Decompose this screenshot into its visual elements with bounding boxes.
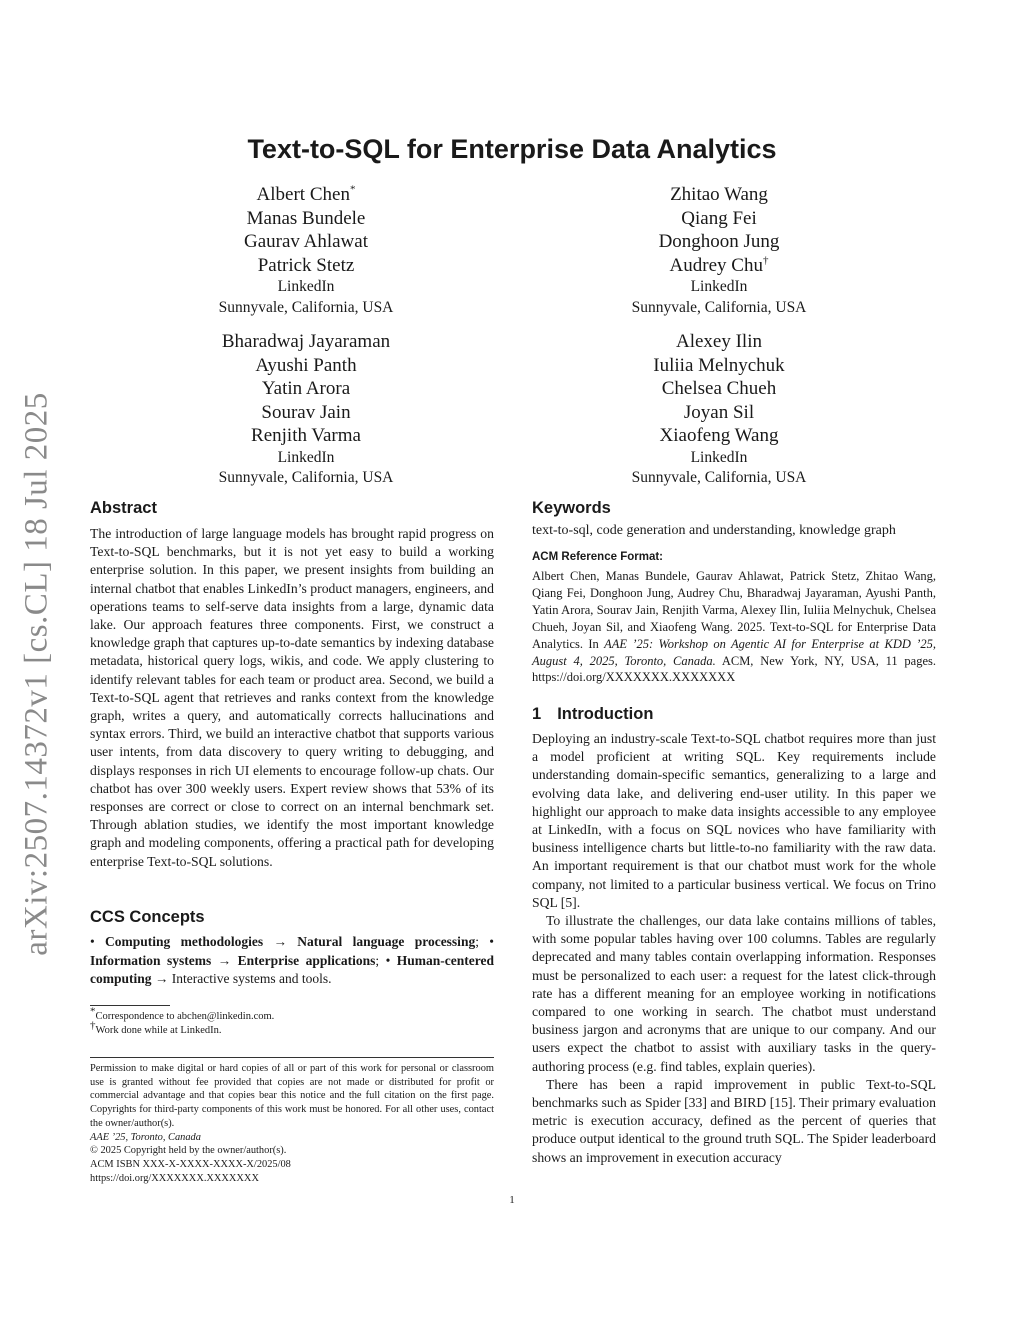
introduction-heading — [532, 705, 653, 724]
ccs-category: Computing methodologies — [105, 934, 264, 949]
isbn-line: ACM ISBN XXX-X-XXXX-XXXX-X/2025/08 — [90, 1158, 291, 1170]
copyright-block — [90, 1062, 494, 1185]
arxiv-identifier: arXiv:2507.14372v1 [cs.CL] 18 Jul 2025 — [18, 392, 55, 956]
author-location: Sunnyvale, California, USA — [218, 298, 394, 316]
venue-line: AAE ’25, Toronto, Canada — [90, 1131, 201, 1143]
author-name: Donghoon Jung — [658, 231, 780, 252]
ccs-heading: CCS Concepts — [90, 908, 205, 926]
author-name: Manas Bundele — [246, 207, 366, 229]
author-name: Sourav Jain — [261, 401, 351, 423]
footnotes — [90, 1005, 494, 1038]
author-block-3 — [156, 330, 456, 489]
author-name: Renjith Varma — [251, 425, 361, 446]
author-name: Yatin Arora — [261, 378, 351, 399]
abstract-heading: Abstract — [90, 499, 157, 517]
page-number: 1 — [509, 1194, 515, 1206]
author-name: Iuliia Melnychuk — [653, 354, 785, 376]
abstract-text — [90, 525, 494, 871]
copyright-divider — [90, 1057, 494, 1058]
doi-link[interactable]: https://doi.org/XXXXXXX.XXXXXXX — [90, 1172, 259, 1184]
paper-title: Text-to-SQL for Enterprise Data Analytics — [247, 134, 777, 164]
paragraph: Deploying an industry-scale Text-to-SQL chatbot requires more than just a model proficient at writing SQL. Key requirements include understanding domain-specific semantics, generalizing to a large and evolving data lake, and delivering end-user utility. In this paper we highlight our approach to make data insights accessible to any employee at LinkedIn, with a focus on SQL novices who have familiarity with business intelligence charts but little-to-no familiarity with the raw data. An important requirement is that our chatbot must work for the whole company, not limited to a particular business vertical. We focus on Trino SQL [5]. — [532, 731, 936, 910]
ccs-bullet: • — [489, 934, 495, 949]
ccs-arrow: → — [154, 971, 169, 986]
footnote: *Correspondence to abchen@linkedin.com. — [90, 1005, 275, 1022]
author-name: Patrick Stetz — [257, 254, 355, 276]
acm-reference-heading: ACM Reference Format: — [532, 551, 663, 563]
footnote-divider — [90, 1005, 170, 1006]
acm-reference-text: Albert Chen, Manas Bundele, Gaurav Ahlawat, Patrick Stetz, Zhitao Wang, Qiang Fei, Donghoon Jung, Audrey Chu, Bharadwaj Jayaraman, Ayushi Panth, Yatin Arora, Sourav Jain, Renjith Varma, Alexey Ilin, Iuliia Melnychuk, Chelsea Chueh, Joyan Sil, and Xiaofeng Wang. 2025. Text-to-SQL for Enterprise Data Analytics. In AAE ’25: Workshop on Agentic AI for Enterprise at KDD ’25, August 4, 2025, Toronto, Canada. ACM, New York, NY, USA, 11 pages. https://doi.org/XXXXXXX.XXXXXXX — [532, 569, 936, 685]
ccs-arrow: → — [217, 952, 232, 968]
paragraph: To illustrate the challenges, our data lake contains millions of tables, with some popular tables having over 100 columns. Tables are regularly deprecated and many tables contain overlapping information. Responses must be personalized to each user: a request for the latest click-through rate has a different meaning for an employee working in notifications compared to one working in search. The chatbot must understand business jargon and acronyms that are unique to our company. And our users expect the chatbot to assist with auxiliary tasks in the query-authoring process (e.g. find tables, explain queries). — [532, 913, 936, 1074]
ccs-concept: Interactive systems and tools — [171, 971, 329, 986]
author-name: Gaurav Ahlawat — [244, 231, 368, 252]
author-name: Xiaofeng Wang — [659, 425, 779, 446]
author-name: Bharadwaj Jayaraman — [221, 331, 391, 352]
author-name: Audrey Chu† — [669, 254, 769, 276]
keywords-heading: Keywords — [532, 499, 611, 517]
paragraph: There has been a rapid improvement in public Text-to-SQL benchmarks such as Spider [33] and BIRD [15]. Their primary evaluation metric is execution accuracy, defined as the percent of queries that produce output identical to the ground truth SQL. The Spider leaderboard shows an improvement in execution accuracy — [532, 1076, 936, 1165]
footnote: †Work done while at LinkedIn. — [90, 1019, 222, 1036]
author-organization: LinkedIn — [277, 448, 335, 466]
author-organization: LinkedIn — [690, 278, 748, 295]
author-name: Ayushi Panth — [255, 354, 357, 376]
abstract-paragraph: The introduction of large language models has brought rapid progress on Text-to-SQL benchmarks, but it is not yet easy to build a working enterprise solution. In this paper, we present insights from building an internal chatbot that enables LinkedIn’s product managers, engineers, and operations teams to self-serve data insights from a large, dynamic data lake. Our approach features three components. First, we construct a knowledge graph that captures up-to-date semantics by indexing database metadata, historical query logs, wikis, and code. We apply clustering to identify relevant tables for each team or product area. Second, we build a Text-to-SQL agent that retrieves and ranks context from the knowledge graph, writes a query, and automatically corrects hallucinations and syntax errors. Third, we build an interactive chatbot that supports various user intents, from data discovery to query writing to debugging, and displays responses in rich UI elements to encourage follow-up chats. Our chatbot has over 300 weekly users. Expert review shows that 53% of its responses are correct or close to correct on an internal benchmark set. Through ablation studies, we identify the most important knowledge graph and modeling components, offering a practical path for developing enterprise Text-to-SQL solutions. — [90, 526, 494, 869]
arxiv-sidebar — [4, 384, 70, 964]
author-location: Sunnyvale, California, USA — [631, 298, 807, 316]
author-name: Albert Chen* — [256, 183, 356, 205]
introduction-body — [532, 730, 936, 1167]
ccs-arrow: → — [273, 934, 287, 949]
section-title: Introduction — [557, 705, 654, 723]
author-location: Sunnyvale, California, USA — [631, 469, 807, 486]
author-name: Zhitao Wang — [670, 184, 768, 205]
author-name: Chelsea Chueh — [661, 378, 777, 399]
copyright-line: © 2025 Copyright held by the owner/author(s). — [90, 1145, 287, 1157]
ccs-bullet: • — [385, 952, 397, 968]
ccs-concept: Natural language processing — [297, 934, 476, 949]
ccs-category: Information systems — [90, 952, 212, 968]
author-name: Qiang Fei — [681, 207, 757, 229]
author-block-1 — [156, 183, 456, 318]
ccs-concepts: • Computing methodologies → Natural language processing; • Information systems → Enterprise applications; • Human-centered computing → Interactive systems and tools. — [90, 934, 495, 986]
author-name: Joyan Sil — [683, 401, 755, 423]
ccs-concept: Enterprise applications — [237, 952, 376, 968]
section-number: 1 — [532, 705, 542, 723]
author-block-2 — [569, 183, 869, 318]
ccs-bullet: • — [90, 934, 106, 949]
keywords-text: text-to-sql, code generation and understanding, knowledge graph — [532, 523, 896, 538]
author-organization: LinkedIn — [277, 278, 335, 295]
author-location: Sunnyvale, California, USA — [218, 469, 394, 486]
ccs-category: Human-centered computing — [90, 952, 495, 986]
acm-reference-venue: AAE ’25: Workshop on Agentic AI for Enterprise at KDD ’25, August 4, 2025, Toronto, Canada. — [532, 636, 936, 668]
author-block-4 — [569, 330, 869, 489]
author-organization: LinkedIn — [690, 448, 748, 466]
permission-notice: Permission to make digital or hard copies of all or part of this work for personal or classroom use is granted without fee provided that copies are not made or distributed for profit or commercial advantage and that copies bear this notice and the full citation on the first page. Copyrights for third-party components of this work must be honored. For all other uses, contact the owner/author(s). — [90, 1063, 494, 1129]
author-name: Alexey Ilin — [675, 331, 762, 352]
